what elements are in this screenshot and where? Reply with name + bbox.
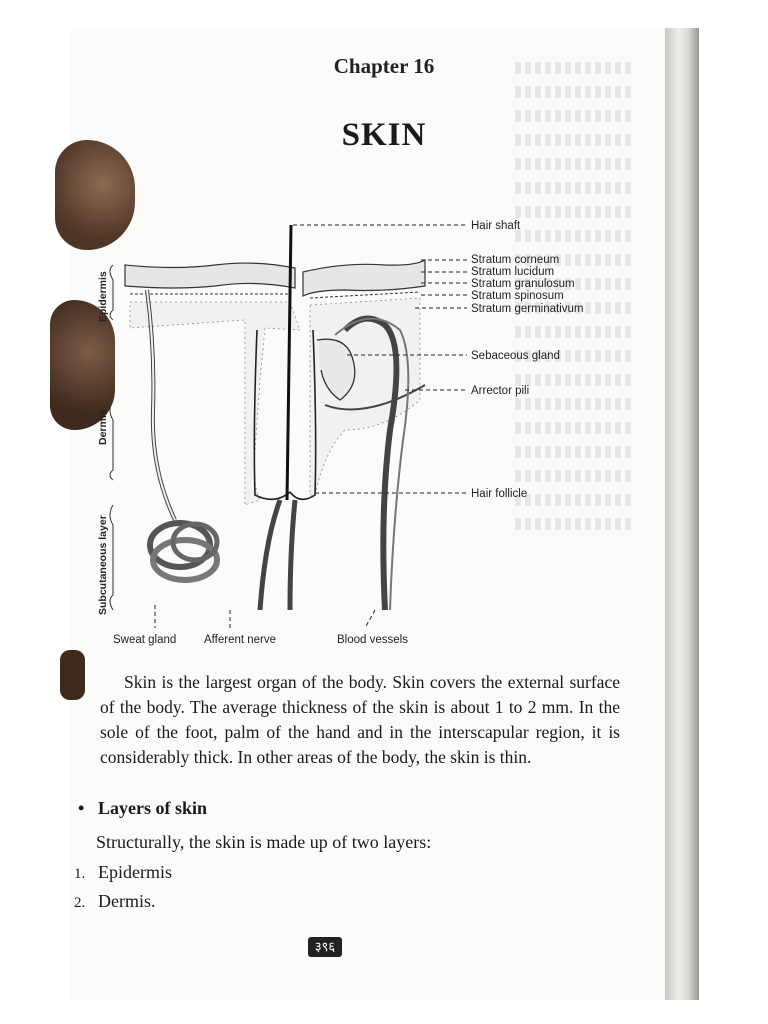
intro-sentence: Structurally, the skin is made up of two layers: [96, 832, 432, 852]
section-heading [78, 798, 207, 819]
list-item [74, 891, 156, 912]
skin-diagram [85, 210, 615, 655]
label-sweat-gland: Sweat gland [113, 634, 177, 646]
label-stratum-granulosum: Stratum granulosum [471, 278, 575, 290]
label-hair-follicle: Hair follicle [471, 488, 528, 500]
label-epidermis: Epidermis [97, 271, 109, 322]
finger [60, 650, 85, 700]
list-number: 1. [74, 866, 86, 882]
chapter-title: SKIN [341, 117, 427, 153]
label-blood-vessels: Blood vessels [337, 634, 408, 646]
page-number: ३९६ [308, 937, 342, 957]
label-arrector-pili: Arrector pili [471, 385, 530, 397]
label-subcutaneous-layer: Subcutaneous layer [97, 515, 109, 615]
label-dermis: Dermis [97, 409, 109, 445]
label-stratum-germinativum: Stratum germinativum [471, 303, 584, 315]
chapter-number: Chapter 16 [333, 54, 435, 78]
body-paragraph [100, 670, 620, 770]
list-text: Dermis. [98, 891, 156, 911]
list-number: 2. [74, 895, 86, 911]
list-text: Epidermis [98, 862, 172, 882]
heading-text: Layers of skin [98, 798, 208, 818]
label-sebaceous-gland: Sebaceous gland [471, 350, 560, 362]
label-afferent-nerve: Afferent nerve [204, 634, 277, 646]
label-stratum-lucidum: Stratum lucidum [471, 266, 555, 278]
page-edge [665, 28, 699, 1000]
list-item [74, 862, 172, 883]
bullet-icon: • [78, 798, 85, 818]
label-stratum-corneum: Stratum corneum [471, 254, 560, 266]
paragraph-text: Skin is the largest organ of the body. Skin covers the external surface of the body. The average thickness of the skin is about 1 to 2 mm. In the sole of the foot, palm of the hand and in the interscapular region, it is considerably thick. In other areas of the body, the skin is thin. [100, 672, 620, 767]
label-hair-shaft: Hair shaft [471, 220, 521, 232]
label-stratum-spinosum: Stratum spinosum [471, 290, 564, 302]
